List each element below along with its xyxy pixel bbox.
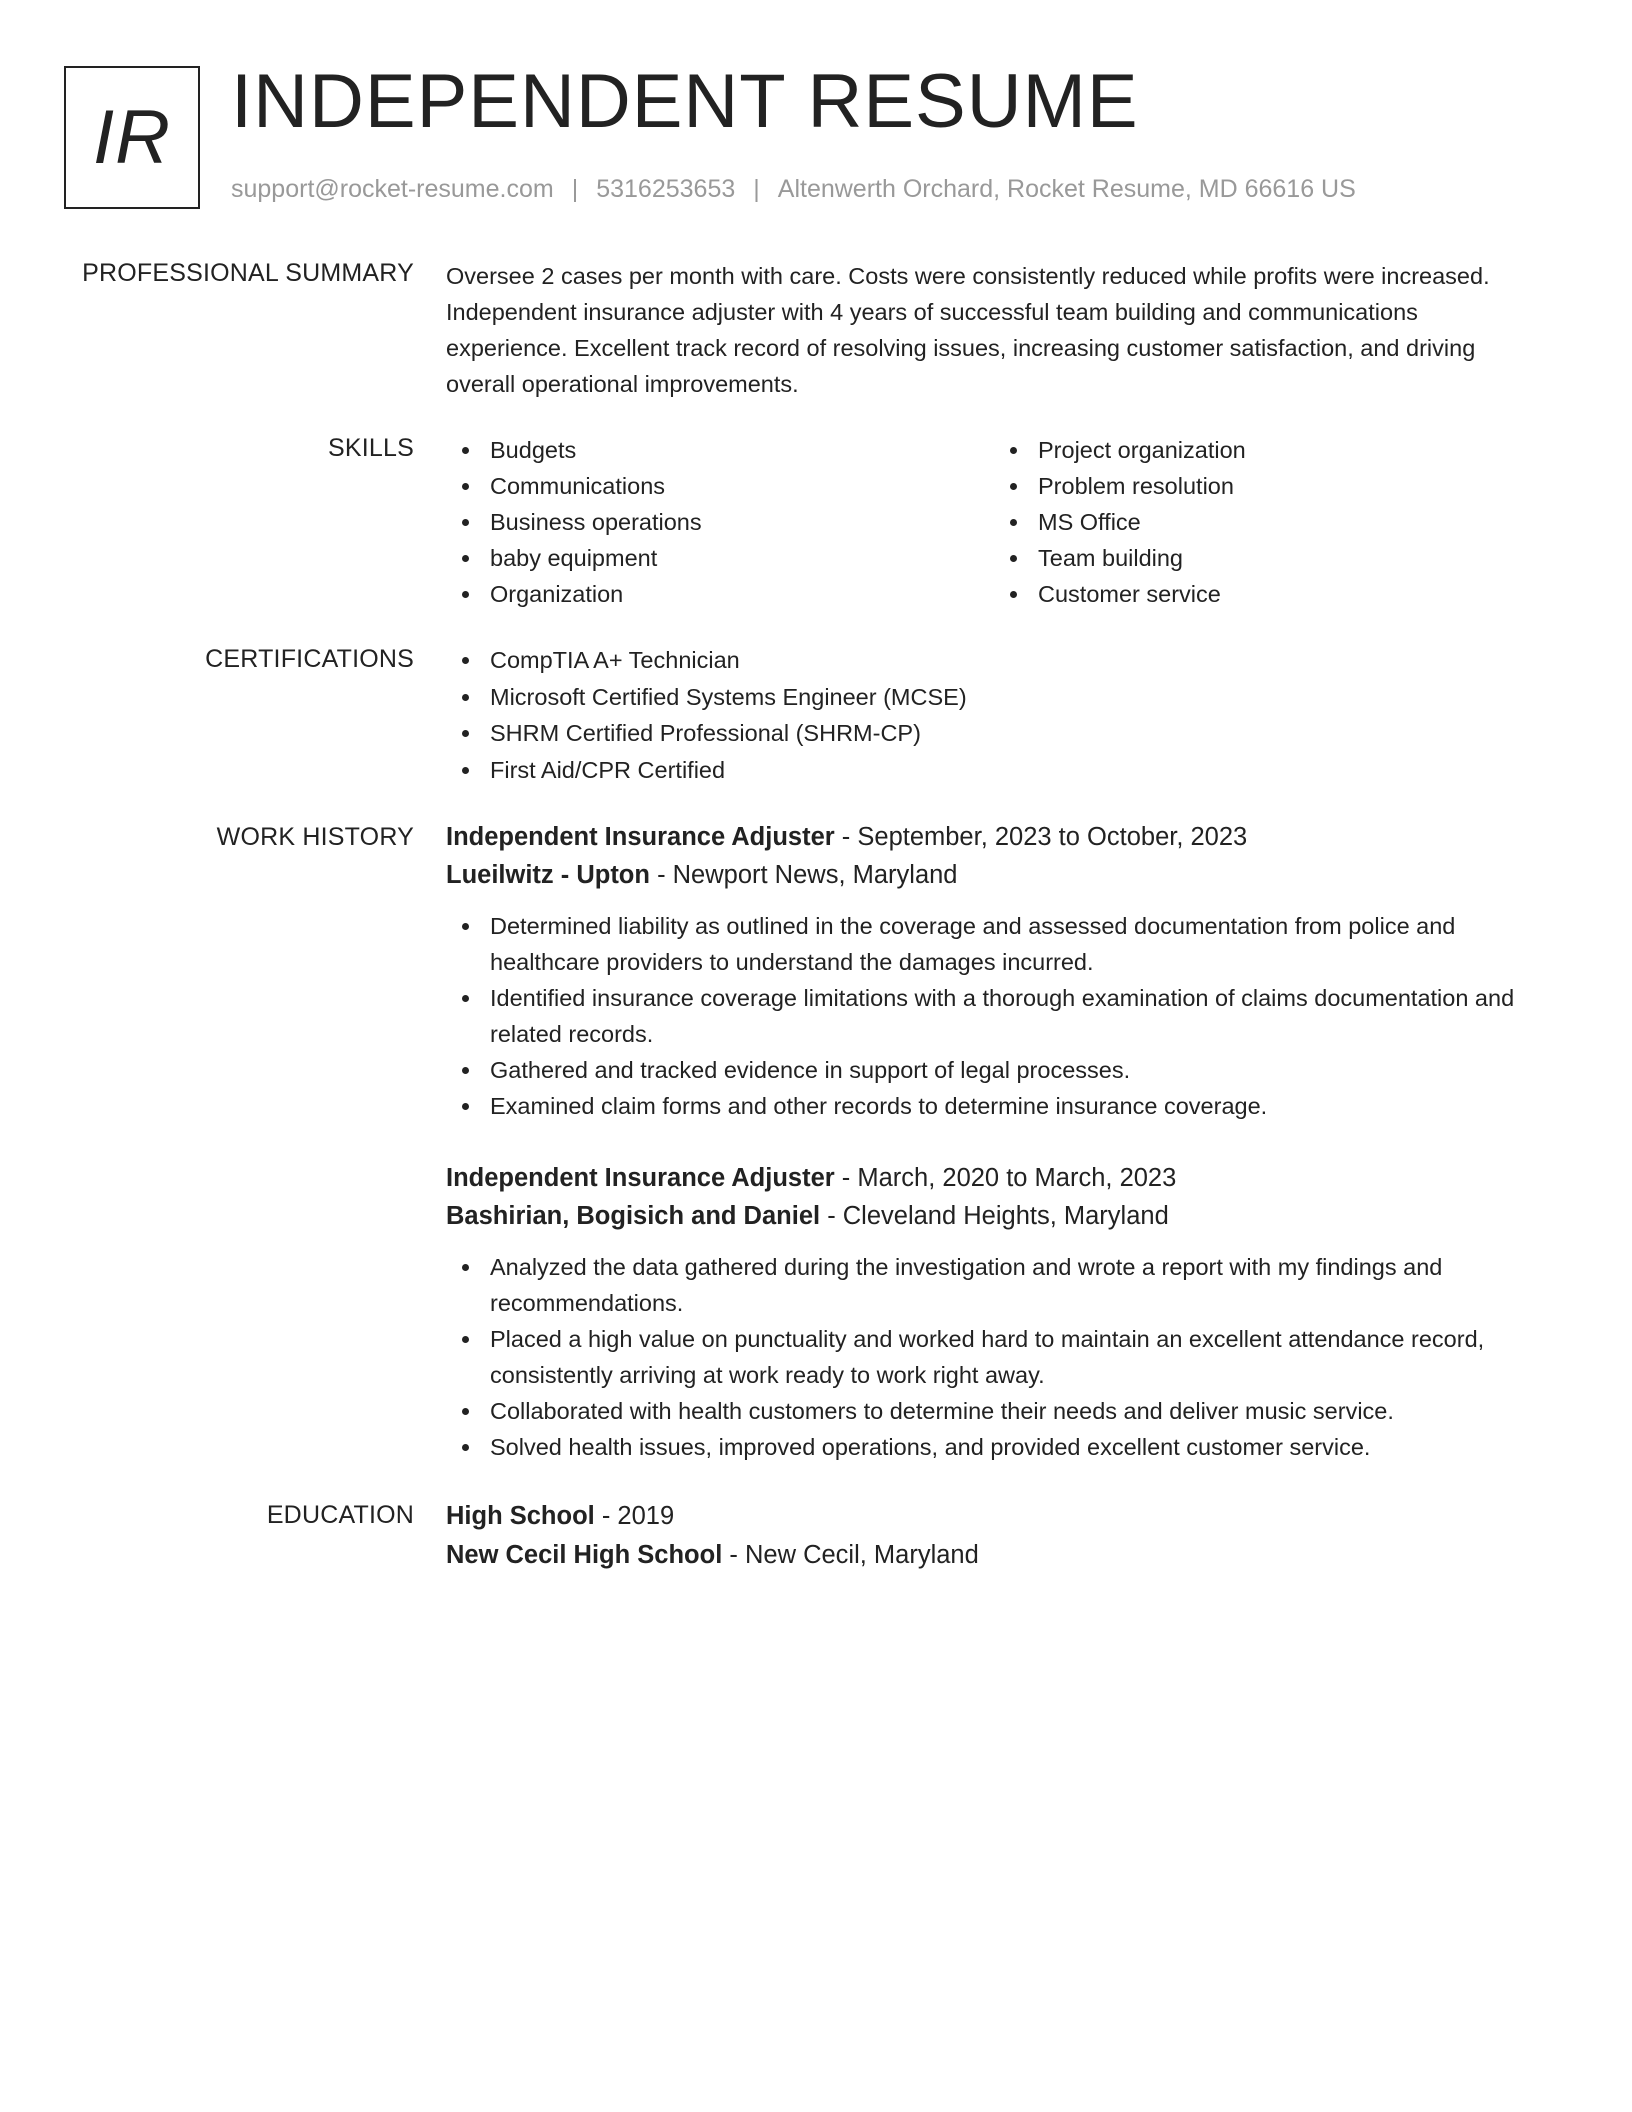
job-entry [446, 818, 1556, 1124]
skills-column-left [446, 432, 994, 612]
job-title: Independent Insurance Adjuster [446, 1164, 835, 1192]
contact-line [231, 175, 1356, 204]
list-item: MS Office [994, 504, 1542, 540]
contact-address: Altenwerth Orchard, Rocket Resume, MD 66616 US [777, 175, 1356, 203]
skills-column-right [994, 432, 1542, 612]
list-item: Organization [446, 576, 994, 612]
list-item: SHRM Certified Professional (SHRM-CP) [446, 715, 1556, 752]
list-item: First Aid/CPR Certified [446, 752, 1556, 789]
education-degree: High School [446, 1502, 595, 1530]
monogram-box [64, 66, 200, 209]
list-item: Business operations [446, 504, 994, 540]
job-dates: - March, 2020 to March, 2023 [841, 1164, 1177, 1192]
list-item: Problem resolution [994, 468, 1542, 504]
list-item: Solved health issues, improved operations, and provided excellent customer service. [446, 1429, 1556, 1465]
skills-list [446, 432, 1556, 612]
list-item: Determined liability as outlined in the coverage and assessed documentation from police and healthcare providers to understand the damages incurred. [446, 908, 1556, 980]
section-label-work-history: WORK HISTORY [216, 823, 414, 851]
contact-separator: | [571, 175, 579, 203]
job-location: - Newport News, Maryland [657, 861, 958, 889]
list-item: Analyzed the data gathered during the investigation and wrote a report with my findings and recommendations. [446, 1249, 1556, 1321]
resume-name: INDEPENDENT RESUME [231, 59, 1139, 144]
list-item: Collaborated with health customers to determine their needs and deliver music service. [446, 1393, 1556, 1429]
job-duties [446, 1249, 1556, 1465]
section-label-skills: SKILLS [328, 434, 414, 462]
job-entry [446, 1159, 1556, 1465]
education-school-line [446, 1536, 1556, 1574]
list-item: Budgets [446, 432, 994, 468]
monogram-initials: IR [93, 95, 171, 180]
contact-email: support@rocket-resume.com [231, 175, 554, 203]
list-item: Identified insurance coverage limitations with a thorough examination of claims documentation and related records. [446, 980, 1556, 1052]
job-duties [446, 908, 1556, 1124]
summary-line: experience. Excellent track record of resolving issues, increasing customer satisfaction, and driving [446, 335, 1476, 361]
job-company: Lueilwitz - Upton [446, 861, 650, 889]
list-item: CompTIA A+ Technician [446, 642, 1556, 679]
job-title-line [446, 1159, 1556, 1197]
summary-text [446, 258, 1556, 402]
list-item: Placed a high value on punctuality and worked hard to maintain an excellent attendance record, consistently arriving at work ready to work right away. [446, 1321, 1556, 1393]
job-company: Bashirian, Bogisich and Daniel [446, 1202, 821, 1230]
section-label-summary: PROFESSIONAL SUMMARY [82, 259, 414, 287]
job-title-line [446, 818, 1556, 856]
summary-line: Oversee 2 cases per month with care. Costs were consistently reduced while profits were increased. [446, 263, 1490, 289]
list-item: Team building [994, 540, 1542, 576]
education-entry [446, 1497, 1556, 1574]
education-year: - 2019 [601, 1502, 675, 1530]
summary-line: overall operational improvements. [446, 371, 799, 397]
job-location: - Cleveland Heights, Maryland [827, 1202, 1169, 1230]
job-dates: - September, 2023 to October, 2023 [841, 823, 1248, 851]
list-item: Communications [446, 468, 994, 504]
job-company-line [446, 1197, 1556, 1235]
list-item: Customer service [994, 576, 1542, 612]
list-item: Microsoft Certified Systems Engineer (MCSE) [446, 679, 1556, 716]
education-degree-line [446, 1497, 1556, 1535]
list-item: baby equipment [446, 540, 994, 576]
contact-separator: | [753, 175, 760, 203]
section-label-certifications: CERTIFICATIONS [205, 645, 414, 673]
list-item: Project organization [994, 432, 1542, 468]
summary-line: Independent insurance adjuster with 4 years of successful team building and communications [446, 299, 1418, 325]
job-title: Independent Insurance Adjuster [446, 823, 835, 851]
section-label-education: EDUCATION [266, 1501, 414, 1529]
job-company-line [446, 856, 1556, 894]
education-location: - New Cecil, Maryland [729, 1541, 979, 1569]
certifications-list [446, 642, 1556, 788]
list-item: Examined claim forms and other records to determine insurance coverage. [446, 1088, 1556, 1124]
education-school: New Cecil High School [446, 1541, 723, 1569]
contact-phone: 5316253653 [596, 175, 736, 203]
list-item: Gathered and tracked evidence in support of legal processes. [446, 1052, 1556, 1088]
